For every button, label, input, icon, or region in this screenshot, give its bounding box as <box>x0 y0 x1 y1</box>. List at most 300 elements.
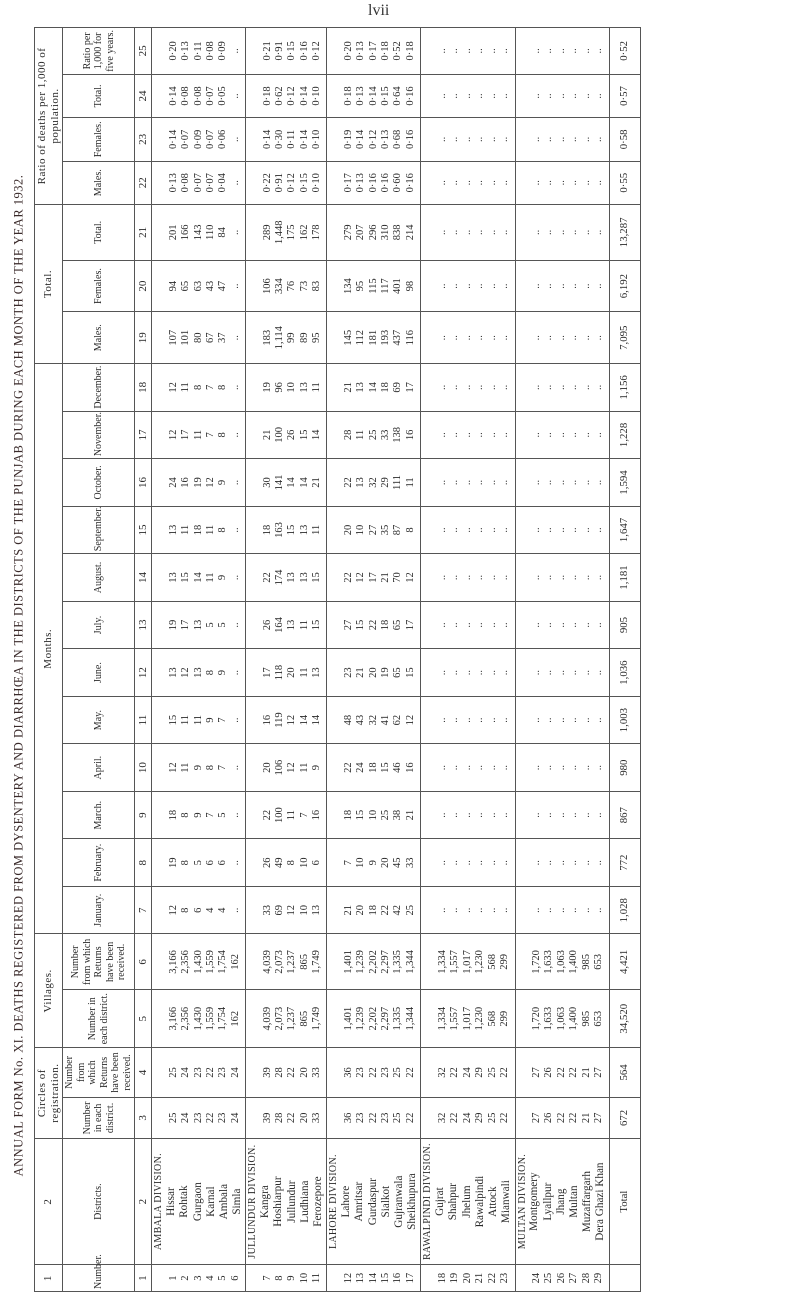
cell-value: 1,344 <box>404 950 416 974</box>
data-cell <box>421 312 515 364</box>
cell-value: 0·15 <box>298 173 310 193</box>
cell-value: .. <box>474 479 486 486</box>
table-body <box>152 28 640 1292</box>
cell-value: 28 <box>273 1067 285 1078</box>
data-cell <box>515 74 609 117</box>
column-number: 3 <box>135 1097 152 1138</box>
data-cell <box>327 1097 421 1138</box>
total-value: 1,647 <box>609 506 640 554</box>
cell-value: 22 <box>286 1067 298 1078</box>
cell-value: .. <box>229 765 241 771</box>
cell-value: 80 <box>192 332 204 343</box>
column-label: May. <box>63 696 135 744</box>
cell-value: .. <box>461 93 473 99</box>
column-label: April. <box>63 744 135 792</box>
row-numbers <box>246 1265 327 1292</box>
cell-value: .. <box>543 717 555 723</box>
data-cell <box>421 744 515 792</box>
cell-value: .. <box>592 432 604 438</box>
cell-value: .. <box>474 574 486 581</box>
cell-value: 0·16 <box>404 86 416 106</box>
cell-value: .. <box>449 479 461 486</box>
cell-value: 25 <box>404 904 416 916</box>
cell-value: 174 <box>273 569 285 586</box>
cell-value: .. <box>486 335 498 341</box>
cell-value: .. <box>486 527 498 533</box>
data-cell <box>152 649 246 697</box>
cell-value: 21 <box>261 429 273 441</box>
cell-value: .. <box>580 48 592 54</box>
cell-value: 2,202 <box>367 1006 379 1031</box>
cell-value: 17 <box>261 667 273 678</box>
cell-value: 0·91 <box>273 41 285 61</box>
cell-value: 10 <box>286 382 298 393</box>
cell-value: 13 <box>192 667 204 678</box>
cell-value: .. <box>555 384 567 390</box>
district-name: Hoshiarpur <box>272 1176 285 1227</box>
cell-value: 0·22 <box>261 173 273 193</box>
division-row <box>152 28 246 1292</box>
cell-value: .. <box>580 283 592 289</box>
cell-value: 299 <box>498 954 510 970</box>
cell-value: 20 <box>367 667 379 678</box>
cell-value: 62 <box>392 714 404 726</box>
cell-value: 106 <box>261 278 273 294</box>
cell-value: 0·08 <box>205 41 217 61</box>
cell-value: 163 <box>273 522 285 538</box>
cell-value: 568 <box>486 1010 498 1027</box>
cell-value: 0·18 <box>342 86 354 106</box>
column-number: 9 <box>135 791 152 839</box>
cell-value: 33 <box>380 429 392 441</box>
column-label: August. <box>63 554 135 602</box>
cell-value: 1,401 <box>342 1006 354 1031</box>
cell-value: .. <box>580 93 592 99</box>
total-value: 0·55 <box>609 161 640 204</box>
cell-value: 95 <box>311 332 323 343</box>
cell-value: .. <box>555 335 567 341</box>
cell-value: .. <box>486 669 498 676</box>
cell-value: .. <box>555 229 567 235</box>
data-cell <box>327 791 421 839</box>
cell-value: .. <box>568 717 580 723</box>
district-name: Jhelum <box>460 1185 473 1218</box>
cell-value: 116 <box>404 330 416 346</box>
cell-value: 20 <box>261 762 273 773</box>
cell-value: .. <box>486 283 498 289</box>
cell-value: .. <box>486 765 498 771</box>
cell-value: 22 <box>367 1112 379 1124</box>
district-name: Ferozepore <box>312 1176 325 1227</box>
cell-value: 19 <box>167 857 179 868</box>
cell-value: 12 <box>167 429 179 441</box>
cell-value: 0·14 <box>298 129 310 149</box>
division-name: RAWALPINDI DIVISION. <box>422 1143 434 1261</box>
cell-value: 22 <box>286 1112 298 1124</box>
data-cell <box>246 74 327 117</box>
cell-value: .. <box>531 432 543 438</box>
data-cell <box>152 839 246 887</box>
data-cell <box>246 601 327 649</box>
cell-value: 0·08 <box>192 86 204 106</box>
cell-value: 0·07 <box>205 86 217 106</box>
cell-value: 985 <box>580 1010 592 1027</box>
data-cell <box>421 506 515 554</box>
cell-value: 22 <box>367 1067 379 1078</box>
cell-value: .. <box>568 527 580 533</box>
cell-value: .. <box>474 136 486 142</box>
data-cell <box>421 260 515 312</box>
cell-value: 11 <box>404 477 416 488</box>
cell-value: .. <box>543 283 555 289</box>
cell-value: 0·04 <box>217 173 229 193</box>
cell-value: 63 <box>192 280 204 292</box>
column-number: 25 <box>135 28 152 75</box>
cell-value: .. <box>568 907 580 913</box>
division-name: JULLUNDUR DIVISION. <box>247 1144 259 1259</box>
data-cell <box>515 312 609 364</box>
cell-value: 30 <box>261 477 273 488</box>
data-cell <box>327 934 421 990</box>
cell-value: .. <box>461 622 473 628</box>
cell-value: 401 <box>392 278 404 294</box>
cell-value: .. <box>555 907 567 913</box>
cell-value: 13 <box>192 619 204 631</box>
cell-value: 568 <box>486 954 498 970</box>
cell-value: .. <box>555 136 567 142</box>
cell-value: .. <box>543 574 555 581</box>
cell-value: 0·14 <box>167 129 179 149</box>
cell-value: .. <box>449 180 461 186</box>
cell-value: .. <box>449 48 461 54</box>
cell-value: 45 <box>392 857 404 868</box>
cell-value: 0·21 <box>261 41 273 61</box>
cell-value: .. <box>580 860 592 866</box>
cell-value: .. <box>555 765 567 771</box>
cell-value: 1,430 <box>192 1006 204 1031</box>
cell-value: 8 <box>180 812 192 818</box>
cell-value: 26 <box>543 1112 555 1124</box>
cell-value: 13 <box>355 382 367 393</box>
cell-value: .. <box>580 622 592 628</box>
column-number: 14 <box>135 554 152 602</box>
cell-value: 25 <box>486 1112 498 1124</box>
cell-value: 29 <box>474 1067 486 1078</box>
cell-value: .. <box>580 432 592 438</box>
data-cell <box>515 886 609 934</box>
cell-value: 26 <box>261 857 273 868</box>
cell-value: .. <box>498 479 510 486</box>
cell-value: .. <box>486 180 498 186</box>
cell-value: .. <box>449 93 461 99</box>
column-label: Number from which Returns have been received. <box>63 1048 135 1098</box>
cell-value: 22 <box>555 1112 567 1124</box>
cell-value: 23 <box>355 1067 367 1078</box>
cell-value: 11 <box>298 619 310 631</box>
cell-value: .. <box>543 860 555 866</box>
cell-value: .. <box>437 136 448 142</box>
cell-value: 42 <box>392 904 404 916</box>
cell-value: 8 <box>205 765 217 771</box>
cell-value: 14 <box>286 477 298 488</box>
cell-value: 1,230 <box>474 950 486 974</box>
cell-value: 12 <box>167 904 179 916</box>
cell-value: .. <box>592 527 604 533</box>
cell-value: 95 <box>355 280 367 292</box>
cell-value: 1,400 <box>568 950 580 974</box>
cell-value: .. <box>498 283 510 289</box>
cell-value: 21 <box>580 1112 592 1124</box>
data-cell <box>246 204 327 260</box>
data-cell <box>421 601 515 649</box>
data-cell <box>327 411 421 459</box>
total-value: 1,594 <box>609 459 640 507</box>
cell-value: 10 <box>367 809 379 821</box>
cell-value: 12 <box>205 477 217 488</box>
cell-value: .. <box>498 335 510 341</box>
data-cell <box>515 260 609 312</box>
district-name: Karnal <box>204 1186 217 1217</box>
cell-value: .. <box>486 229 498 235</box>
row-number: 21 <box>474 1272 486 1284</box>
cell-value: 2,073 <box>273 1006 285 1031</box>
cell-value: 36 <box>342 1112 354 1124</box>
cell-value: 36 <box>342 1067 354 1078</box>
cell-value: 17 <box>180 619 192 631</box>
cell-value: 12 <box>286 904 298 916</box>
cell-value: 145 <box>342 329 354 346</box>
cell-value: .. <box>543 180 555 186</box>
column-number: 20 <box>135 260 152 312</box>
cell-value: 25 <box>380 809 392 821</box>
cell-value: 22 <box>555 1067 567 1078</box>
cell-value: .. <box>555 479 567 486</box>
cell-value: 16 <box>261 714 273 726</box>
cell-value: 0·16 <box>404 129 416 149</box>
data-cell <box>152 161 246 204</box>
column-number: 8 <box>135 839 152 887</box>
cell-value: 13 <box>298 524 310 536</box>
cell-value: 14 <box>298 714 310 726</box>
cell-value: 107 <box>167 329 179 346</box>
district-name: Rohtak <box>178 1185 191 1218</box>
cell-value: .. <box>486 48 498 54</box>
cell-value: 0·11 <box>286 129 298 149</box>
district-names <box>515 1139 609 1265</box>
column-label: February. <box>63 839 135 887</box>
cell-value: 13 <box>167 572 179 583</box>
data-cell <box>421 411 515 459</box>
cell-value: .. <box>486 907 498 913</box>
group-number-header: 1 <box>35 1265 63 1292</box>
column-label: December. <box>63 364 135 412</box>
cell-value: 13 <box>286 619 298 631</box>
total-value: 1,028 <box>609 886 640 934</box>
cell-value: .. <box>437 669 448 676</box>
row-number: 1 <box>167 1275 179 1281</box>
data-cell <box>152 554 246 602</box>
statistics-table <box>34 27 641 1292</box>
cell-value: .. <box>498 93 510 99</box>
cell-value: .. <box>531 136 543 142</box>
cell-value: 18 <box>367 904 379 916</box>
cell-value: .. <box>229 527 241 533</box>
column-number: 4 <box>135 1048 152 1098</box>
cell-value: .. <box>592 335 604 341</box>
cell-value: .. <box>461 574 473 581</box>
cell-value: 0·06 <box>217 129 229 149</box>
cell-value: 23 <box>192 1112 204 1124</box>
cell-value: 1,335 <box>392 950 404 974</box>
cell-value: 9 <box>217 479 229 486</box>
cell-value: 15 <box>404 667 416 678</box>
data-cell <box>421 649 515 697</box>
cell-value: .. <box>568 180 580 186</box>
cell-value: 9 <box>192 812 204 818</box>
cell-value: 9 <box>192 765 204 771</box>
cell-value: .. <box>580 229 592 235</box>
cell-value: .. <box>486 717 498 723</box>
cell-value: .. <box>461 432 473 438</box>
cell-value: 89 <box>298 332 310 343</box>
cell-value: 18 <box>342 809 354 821</box>
cell-value: 11 <box>192 429 204 440</box>
total-header: Total. <box>35 204 63 363</box>
row-number: 20 <box>461 1272 473 1284</box>
cell-value: .. <box>229 574 241 581</box>
cell-value: 115 <box>367 278 379 294</box>
cell-value: 0·10 <box>311 129 323 149</box>
data-cell <box>327 204 421 260</box>
cell-value: 1,720 <box>531 950 543 974</box>
data-cell <box>246 506 327 554</box>
column-label: Total. <box>63 204 135 260</box>
row-number: 7 <box>261 1275 273 1281</box>
total-value: 1,003 <box>609 696 640 744</box>
data-cell <box>152 28 246 75</box>
data-cell <box>327 886 421 934</box>
column-number: 2 <box>135 1139 152 1265</box>
column-number: 13 <box>135 601 152 649</box>
cell-value: 5 <box>217 622 229 628</box>
cell-value: 20 <box>355 904 367 916</box>
cell-value: 0·16 <box>404 173 416 193</box>
cell-value: 18 <box>192 524 204 536</box>
cell-value: 207 <box>355 224 367 241</box>
cell-value: 838 <box>392 224 404 241</box>
cell-value: .. <box>474 283 486 289</box>
cell-value: 8 <box>192 384 204 390</box>
cell-value: 96 <box>273 382 285 393</box>
cell-value: .. <box>543 335 555 341</box>
cell-value: .. <box>531 860 543 866</box>
cell-value: .. <box>474 812 486 818</box>
data-cell <box>327 649 421 697</box>
cell-value: 18 <box>167 809 179 821</box>
cell-value: 33 <box>311 1067 323 1078</box>
cell-value: .. <box>437 229 448 235</box>
data-cell <box>327 118 421 161</box>
cell-value: .. <box>531 48 543 54</box>
district-name: Attock <box>487 1186 500 1217</box>
data-cell <box>152 74 246 117</box>
cell-value: 0·09 <box>217 41 229 61</box>
cell-value: 10 <box>355 524 367 536</box>
row-number: 29 <box>592 1272 604 1284</box>
cell-value: .. <box>474 93 486 99</box>
cell-value: .. <box>498 812 510 818</box>
cell-value: 7 <box>342 860 354 866</box>
cell-value: 178 <box>311 224 323 241</box>
cell-value: .. <box>592 229 604 235</box>
cell-value: 111 <box>392 474 404 490</box>
cell-value: 22 <box>498 1112 510 1124</box>
cell-value: 0·07 <box>180 129 192 149</box>
cell-value: .. <box>580 812 592 818</box>
ratio-header: Ratio of deaths per 1,000 of population. <box>35 28 63 205</box>
cell-value: 23 <box>380 1067 392 1078</box>
total-value: 1,036 <box>609 649 640 697</box>
cell-value: 985 <box>580 954 592 970</box>
data-cell <box>515 696 609 744</box>
data-cell <box>246 839 327 887</box>
cell-value: .. <box>555 283 567 289</box>
cell-value: .. <box>580 180 592 186</box>
data-cell <box>246 364 327 412</box>
cell-value: 6 <box>311 860 323 866</box>
cell-value: 6 <box>205 860 217 866</box>
cell-value: 29 <box>380 477 392 488</box>
cell-value: 9 <box>217 669 229 676</box>
cell-value: 0·20 <box>167 41 179 61</box>
cell-value: .. <box>229 283 241 289</box>
cell-value: .. <box>437 384 448 390</box>
cell-value: 22 <box>342 572 354 583</box>
cell-value: 73 <box>298 280 310 292</box>
cell-value: 32 <box>367 477 379 488</box>
cell-value: .. <box>437 765 448 771</box>
row-number: 11 <box>311 1273 323 1284</box>
cell-value: 32 <box>367 714 379 726</box>
column-label: Number. <box>63 1265 135 1292</box>
cell-value: 22 <box>404 1112 416 1124</box>
data-cell <box>327 161 421 204</box>
data-cell <box>515 934 609 990</box>
data-cell <box>327 312 421 364</box>
cell-value: 310 <box>380 224 392 241</box>
cell-value: 25 <box>367 429 379 441</box>
cell-value: 21 <box>404 809 416 821</box>
cell-value: 8 <box>180 907 192 913</box>
data-cell <box>515 601 609 649</box>
district-name: Gurgaon <box>191 1182 204 1222</box>
row-number: 15 <box>380 1272 392 1284</box>
district-name: Shahpur <box>447 1182 460 1221</box>
cell-value: 14 <box>311 429 323 441</box>
cell-value: 47 <box>217 280 229 292</box>
row-number: 28 <box>580 1272 592 1284</box>
cell-value: 0·16 <box>380 173 392 193</box>
row-number: 2 <box>180 1275 192 1281</box>
district-name: Gujrat <box>434 1187 447 1216</box>
cell-value: 10 <box>298 857 310 868</box>
total-value: 1,181 <box>609 554 640 602</box>
total-value: 672 <box>609 1097 640 1138</box>
cell-value: 19 <box>261 382 273 393</box>
cell-value: 201 <box>167 224 179 241</box>
cell-value: .. <box>568 335 580 341</box>
cell-value: 100 <box>273 807 285 824</box>
